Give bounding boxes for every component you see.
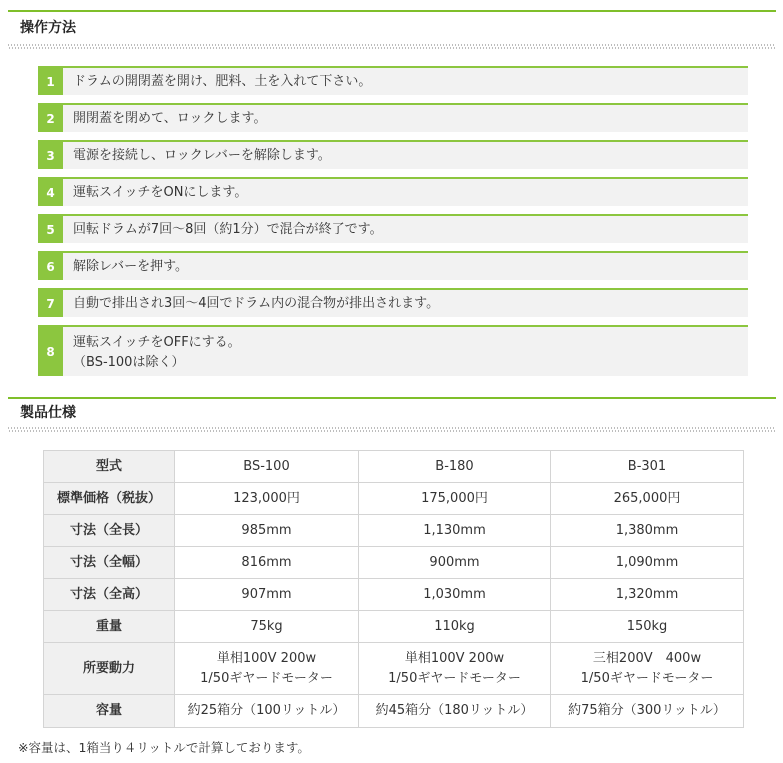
model-name-cell: B-301 xyxy=(551,451,744,483)
operation-steps-list xyxy=(38,66,748,384)
table-row xyxy=(44,547,744,579)
row-label: 所要動力 xyxy=(44,643,175,695)
step-item xyxy=(38,325,748,376)
table-cell: 約25箱分（100リットル） xyxy=(175,695,359,728)
step-item xyxy=(38,140,748,169)
step-item xyxy=(38,103,748,132)
spec-section-header xyxy=(8,397,776,432)
row-label: 容量 xyxy=(44,695,175,728)
table-cell: 816mm xyxy=(175,547,359,579)
step-number: 3 xyxy=(38,142,63,169)
model-name-cell: BS-100 xyxy=(175,451,359,483)
model-name-cell: B-180 xyxy=(359,451,551,483)
step-text: 解除レバーを押す。 xyxy=(73,259,189,274)
step-text: 回転ドラムが7回～8回（約1分）で混合が終了です。 xyxy=(73,222,383,237)
row-label: 寸法（全幅） xyxy=(44,547,175,579)
table-row xyxy=(44,483,744,515)
spec-table xyxy=(43,450,744,728)
table-row xyxy=(44,695,744,728)
operation-section-header xyxy=(8,10,776,49)
table-row xyxy=(44,611,744,643)
table-row xyxy=(44,579,744,611)
row-label: 重量 xyxy=(44,611,175,643)
table-cell xyxy=(551,643,744,695)
table-cell: 175,000円 xyxy=(359,483,551,515)
row-label: 寸法（全長） xyxy=(44,515,175,547)
section-title: 製品仕様 xyxy=(20,405,76,421)
step-item xyxy=(38,214,748,243)
table-header-row xyxy=(44,451,744,483)
table-cell: 1,090mm xyxy=(551,547,744,579)
table-row xyxy=(44,515,744,547)
cell-line: 単相100V 200w xyxy=(404,650,505,666)
step-number: 7 xyxy=(38,290,63,317)
cell-line: 1/50ギヤードモーター xyxy=(580,670,714,686)
step-item xyxy=(38,251,748,280)
table-cell: 110kg xyxy=(359,611,551,643)
table-row xyxy=(44,643,744,695)
row-label: 標準価格（税抜） xyxy=(44,483,175,515)
capacity-footnote: ※容量は、1箱当り４リットルで計算しております。 xyxy=(18,740,310,755)
table-cell xyxy=(359,643,551,695)
table-cell: 約45箱分（180リットル） xyxy=(359,695,551,728)
step-text: 運転スイッチをOFFにする。 xyxy=(73,335,241,350)
table-cell xyxy=(175,643,359,695)
table-cell: 123,000円 xyxy=(175,483,359,515)
table-cell: 1,030mm xyxy=(359,579,551,611)
step-item xyxy=(38,66,748,95)
table-cell: 75kg xyxy=(175,611,359,643)
step-text: ドラムの開閉蓋を開け、肥料、土を入れて下さい。 xyxy=(73,74,372,89)
step-text: 運転スイッチをONにします。 xyxy=(73,185,248,200)
table-cell: 1,380mm xyxy=(551,515,744,547)
table-cell: 985mm xyxy=(175,515,359,547)
section-dotted-rule xyxy=(8,427,776,432)
step-item xyxy=(38,177,748,206)
step-number: 1 xyxy=(38,68,63,95)
model-header-cell: 型式 xyxy=(44,451,175,483)
table-cell: 900mm xyxy=(359,547,551,579)
step-number: 8 xyxy=(38,327,63,376)
step-number: 4 xyxy=(38,179,63,206)
step-text: 自動で排出され3回～4回でドラム内の混合物が排出されます。 xyxy=(73,296,440,311)
step-number: 6 xyxy=(38,253,63,280)
step-text-sub: （BS-100は除く） xyxy=(73,355,185,370)
section-title: 操作方法 xyxy=(20,20,76,36)
table-cell: 約75箱分（300リットル） xyxy=(551,695,744,728)
table-cell: 1,130mm xyxy=(359,515,551,547)
step-number: 5 xyxy=(38,216,63,243)
table-cell: 1,320mm xyxy=(551,579,744,611)
table-cell: 150kg xyxy=(551,611,744,643)
cell-line: 1/50ギヤードモーター xyxy=(388,670,521,686)
cell-line: 三相200V 400w xyxy=(592,650,702,666)
step-text: 開閉蓋を閉めて、ロックします。 xyxy=(73,111,267,126)
step-text: 電源を接続し、ロックレバーを解除します。 xyxy=(73,148,331,163)
cell-line: 単相100V 200w xyxy=(216,650,317,666)
row-label: 寸法（全高） xyxy=(44,579,175,611)
step-item xyxy=(38,288,748,317)
table-cell: 265,000円 xyxy=(551,483,744,515)
cell-line: 1/50ギヤードモーター xyxy=(200,670,333,686)
table-cell: 907mm xyxy=(175,579,359,611)
step-number: 2 xyxy=(38,105,63,132)
section-dotted-rule xyxy=(8,44,776,49)
